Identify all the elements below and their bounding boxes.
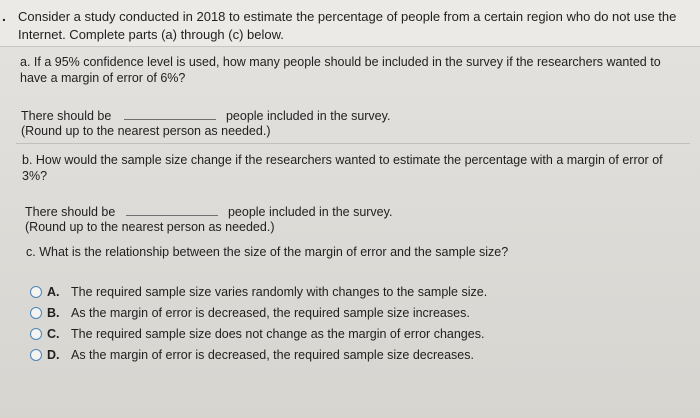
part-b-answer-row xyxy=(25,201,392,220)
part-a-note: (Round up to the nearest person as needed.) xyxy=(21,124,271,138)
part-a-answer-suffix: people included in the survey. xyxy=(225,109,391,123)
question-intro: Consider a study conducted in 2018 to estimate the percentage of people from a certain region who do not use the Internet. Complete parts (a) through (c) below. xyxy=(18,9,677,42)
question-header xyxy=(0,0,700,47)
option-text: The required sample size varies randomly with changes to the sample size. xyxy=(71,285,488,299)
option-text: As the margin of error is decreased, the required sample size decreases. xyxy=(71,348,474,362)
option-c[interactable] xyxy=(30,326,670,347)
option-letter: D. xyxy=(47,348,60,362)
part-b-answer-suffix: people included in the survey. xyxy=(227,205,393,219)
part-b-answer-input[interactable] xyxy=(126,201,218,216)
option-a[interactable] xyxy=(30,284,670,305)
option-b[interactable] xyxy=(30,305,670,326)
part-a-answer-input[interactable] xyxy=(124,105,216,120)
option-d[interactable] xyxy=(30,347,670,368)
option-letter: B. xyxy=(47,306,60,320)
part-a-answer-row xyxy=(21,105,390,124)
question-number: . xyxy=(2,8,6,24)
part-a-answer-prefix: There should be xyxy=(21,109,112,123)
option-letter: A. xyxy=(47,285,60,299)
part-c-prompt: c. What is the relationship between the size of the margin of error and the sample size? xyxy=(26,245,509,259)
divider xyxy=(16,143,690,144)
answer-options xyxy=(30,284,670,368)
radio-button-icon[interactable] xyxy=(30,328,42,340)
option-text: The required sample size does not change as the margin of error changes. xyxy=(71,327,485,341)
radio-button-icon[interactable] xyxy=(30,286,42,298)
radio-button-icon[interactable] xyxy=(30,307,42,319)
radio-button-icon[interactable] xyxy=(30,349,42,361)
part-b-answer-prefix: There should be xyxy=(25,205,116,219)
part-b-note: (Round up to the nearest person as needed.) xyxy=(25,220,275,234)
option-text: As the margin of error is decreased, the required sample size increases. xyxy=(71,306,470,320)
part-a-prompt: a. If a 95% confidence level is used, how many people should be included in the survey if the researchers wanted to have a margin of error of 6%? xyxy=(20,55,661,85)
option-letter: C. xyxy=(47,327,60,341)
part-b-prompt: b. How would the sample size change if the researchers wanted to estimate the percentage with a margin of error of 3%? xyxy=(22,153,663,183)
